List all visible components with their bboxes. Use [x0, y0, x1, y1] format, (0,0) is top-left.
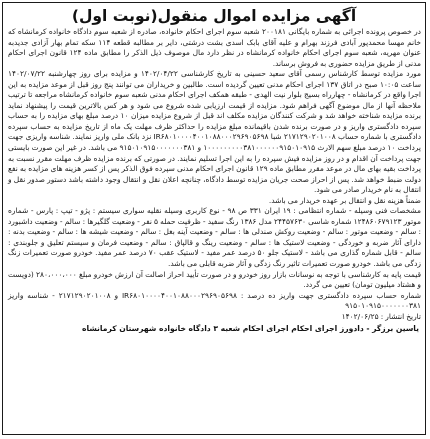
notice-paragraph: ضمناً هزینه نقل و انتقال بر عهده خریدار می باشد. — [268, 195, 421, 205]
publish-date: تاریخ انتشار : ۱۴۰۲/۰۶/۲۵ — [341, 311, 421, 321]
notice-paragraph: مشخصات فنی وسیله - شماره انتظامی : ۱۹ ایران ۳۳۱ ص ۹۸ - نوع کاربری وسیله نقلیه سواری سیستم : پژو - تیپ : پارس - شماره موتور ۱۲۴۸۶۰۶۷۹۱۲۳ شماره شاسی ۲۴۴۵۷۶۳۰ مدل ۱۳۸۶ رنگ سفید - ظرفیت حمله ۵ نفر - وضعیت گلگیرها : سالم - وضعیت داشبورد : سالم - وضعیت موتور : سالم - وضعیت روکش صندلی ها : سالم - وضعیت آینه بغل : سالم - وضعیت شیشه ها : سالم - وضعیت بدنه : دارای آثار ضربه و خوردگی - وضعیت لاستیک ها : سالم - وضعیت رینگ و قالپاق : سالم - وضعیت فرمان و سیستم تعلیق و جلوبندی : سالم - قابل شماره گذاری می باشد - لاستیک جلو ۵۰ درصد عمر مفید - لاستیک عقب ۷۰ درصد عمر مفید. خودرو صورت تعمیرات زنگ زدگی می باشد. خودرو صورت تعمیرات تاثیر رنگ زدگی و آثار ضربه قابلی می باشد. — [8, 206, 421, 269]
notice-paragraph: قیمت پایه به کارشناسی با توجه به نوسانات بازار روز خودرو و در صورت تأیید احراز اصالت آن ارزش خودرو مبلغ ۲۸۰،۰۰۰،۰۰۰ (دویست و هشتاد میلیون تومان) تعیین می گردد. — [8, 269, 421, 290]
notice-paragraph: مورد مزایده توسط کارشناس رسمی آقای سعید حسینی به تاریخ کارشناسی ۱۴۰۲/۰۴/۲۲ و مزایده برای روز چهارشنبه ۱۴۰۲/۰۷/۲۲ ساعت ۱۰:۰۵ صبح در اتاق ۱۳۷ اجرای احکام مدنی تعیین گردیده است. طالبین و خریداران می توانند پنج روز قبل از موعد مزایده به این اجرا واقع در کرمانشاه - چهارراه بسیج بلوار نیت الهدی - طبقه همکف اجرای احکام مدنی شعبه سوم خانواده کرمانشاه مراجعه تا ترتیب ملاحظه آنها از مال موضوع آگهی فراهم شود. مزایده از قیمت ارزیابی شده شروع می شود و هر کس بالاترین قیمت را پیشنهاد نماید برنده مزایده شناخته خواهد شد و شرکت کنندگان مزایده مکلف اند قبل از شروع مزایده میزان ۱۰ درصد مبلغ بهای مزایده را به حساب سپرده دادگستری واریز و در صورت برنده شدن باقیمانده مبلغ مزایده را حداکثر ظرف مهلت یک ماه از تاریخ مزایده به حساب سپرده دادگستری با شماره حساب ۲۱۷۱۲۹۰۲۰۱۰۰۸ شبا IR۶۸۰۱۰۰۰۰۴۰۰۱۰۸۸۰۰۰۲۹۶۹۰۵۶۹۸ نزد بانک ملی واریز نمایند. شناسه واریزی جهت پرداخت ۱۰ درصد مبلغ سهم الارث ۱۰۰۰۰۰۰۰۰۰۳۸۱۰۰۰۰۰۰۹۱۵۰۱۰۹۱۵ و ۹۱۵۰۱۰۹۱۵۰۰۰۰۰۰۰۳۸۱ می باشد. در غیر این صورت بایستی جهت پرداخت آن اقدام و در روز مزایده فیش سپرده را به این اجرا تسلیم نمایند. در صورتی که برنده مزایده ظرف مهلت مقرر نسبت به پرداخت بقیه بهای مال در موعد مقرر مطابق ماده ۱۲۹ قانون اجرای احکام مدنی سپرده فوق الذکر پس از کسر هزینه های مزایده به نفع دولت ضبط خواهد شد. پس از احراز صحت جریان مزایده توسط دادگاه، چنانچه اعلان نقل و انتقال وجود داشته باشد دستور صدور نقل و انتقال به نام خریدار صادر می شود. — [8, 69, 422, 195]
auction-notice — [2, 2, 426, 435]
notice-paragraph: شماره حساب سپرده دادگستری جهت واریز ده درصد : IR۶۸۰۱۰۰۰۰۴۰۰۱۰۸۸۰۰۰۲۹۶۹۰۵۶۹۸ و ۲۱۷۱۲۹۰۲۰۱۰۰۸ - شناسه واریز ۹۱۵۰۱۰۹۱۵۰۰۰۰۰۰۰۳۸۱ — [8, 290, 421, 311]
notice-body — [3, 27, 425, 322]
notice-signature: یاسین برزگر - دادورز اجرای احکام اجرای احکام شعبه ۳ دادگاه خانواده شهرستان کرمانشاه — [82, 324, 419, 334]
notice-title: آگهی مزایده اموال منقول(نوبت اول) — [71, 7, 357, 25]
notice-paragraph: در خصوص پرونده اجرائی به شماره بایگانی ۲۰۰۱۸۱ شعبه سوم اجرای احکام خانواده، صادره از شعبه سوم دادگاه خانواده کرمانشاه که خانم مهسا محمدپور آبادی فرزند بهرام و علیه آقای بابک اسدی بشت درشتی، دایر بر مطالبه قطعه ۱۱۴ سکه تمام بهار آزادی جدیدبه عنوان مهریه، شعبه سوم اجرای احکام خانواده کرمانشاه در نظر دارد مال موصوف ذیل الذکر را مطابق ماده ۱۲۴ قانون اجرای احکام مدنی از طریق مزایده حضوری به فروش برساند. — [8, 27, 422, 68]
